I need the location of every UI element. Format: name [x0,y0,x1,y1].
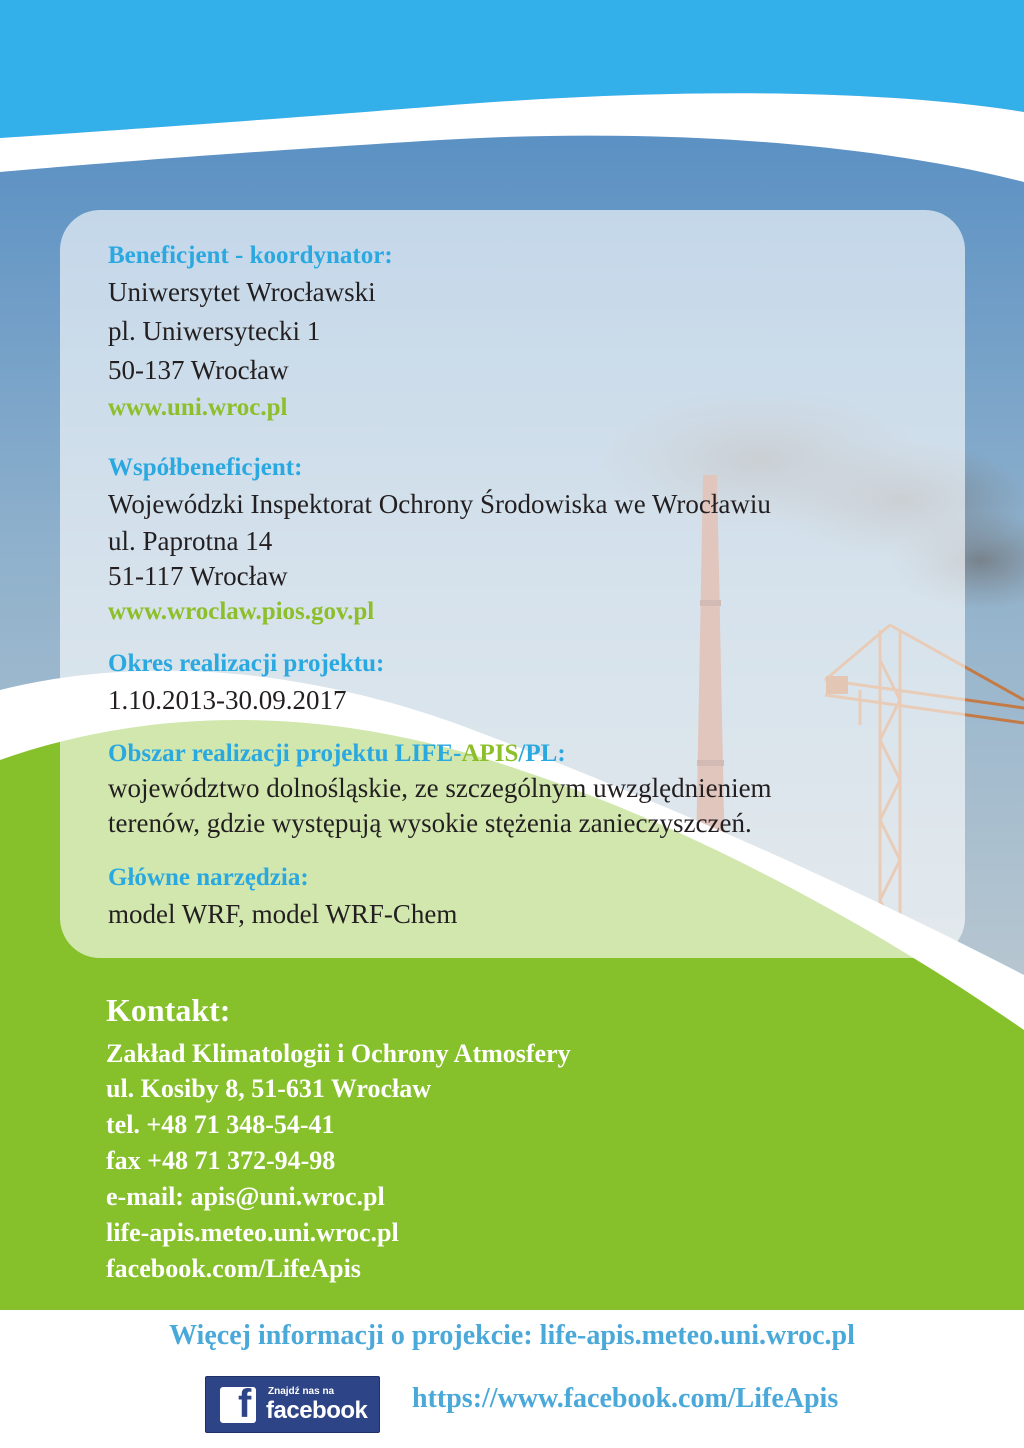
facebook-badge-button[interactable] [205,1376,380,1433]
period-value: 1.10.2013-30.09.2017 [108,684,347,715]
contact-fax: fax +48 71 372-94-98 [106,1146,336,1176]
period-section [108,648,928,720]
contact-email-link[interactable]: e-mail: apis@uni.wroc.pl [106,1182,385,1212]
area-label-suffix: /PL: [518,740,566,767]
facebook-url-link[interactable]: https://www.facebook.com/LifeApis [412,1383,839,1414]
beneficiary-label: Beneficjent - koordynator: [108,242,393,269]
contact-facebook-link[interactable]: facebook.com/LifeApis [106,1253,361,1283]
beneficiary-name: Uniwersytet Wrocławski [108,276,376,307]
co-beneficiary-label: Współbeneficjent: [108,454,303,481]
beneficiary-website-link[interactable]: www.uni.wroc.pl [108,393,288,421]
facebook-icon: f [220,1387,256,1423]
period-label: Okres realizacji projektu: [108,650,385,677]
co-beneficiary-city: 51-117 Wrocław [108,560,288,591]
area-section [108,738,923,841]
area-label-apis: APIS [461,740,519,767]
co-beneficiary-section [108,452,928,629]
contact-department: Zakład Klimatologii i Ochrony Atmosfery [106,1038,571,1068]
beneficiary-street: pl. Uniwersytecki 1 [108,315,321,346]
facebook-badge-word: facebook [266,1397,368,1424]
area-line-2: terenów, gdzie występują wysokie stężenia zanieczyszczeń. [108,807,752,838]
contact-phone: tel. +48 71 348-54-41 [106,1110,335,1140]
contact-address: ul. Kosiby 8, 51-631 Wrocław [106,1074,432,1104]
contact-title: Kontakt: [106,992,231,1028]
area-line-1: województwo dolnośląskie, ze szczególnym uwzględnieniem [108,772,772,803]
co-beneficiary-name: Wojewódzki Inspektorat Ochrony Środowiska we Wrocławiu [108,488,771,519]
area-label-prefix: Obszar realizacji projektu LIFE- [108,740,462,767]
beneficiary-city: 50-137 Wrocław [108,354,289,385]
facebook-badge-small-text: Znajdź nas na [268,1386,335,1397]
co-beneficiary-street: ul. Paprotna 14 [108,525,273,556]
tools-value: model WRF, model WRF-Chem [108,898,458,929]
co-beneficiary-website-link[interactable]: www.wroclaw.pios.gov.pl [108,597,375,625]
tools-label: Główne narzędzia: [108,864,309,891]
more-info-link[interactable]: Więcej informacji o projekcie: life-apis.meteo.uni.wroc.pl [169,1320,855,1351]
area-label [108,738,923,771]
contact-section [106,990,571,1287]
beneficiary-section [108,240,928,425]
tools-section [108,862,928,934]
contact-website-link[interactable]: life-apis.meteo.uni.wroc.pl [106,1217,399,1247]
